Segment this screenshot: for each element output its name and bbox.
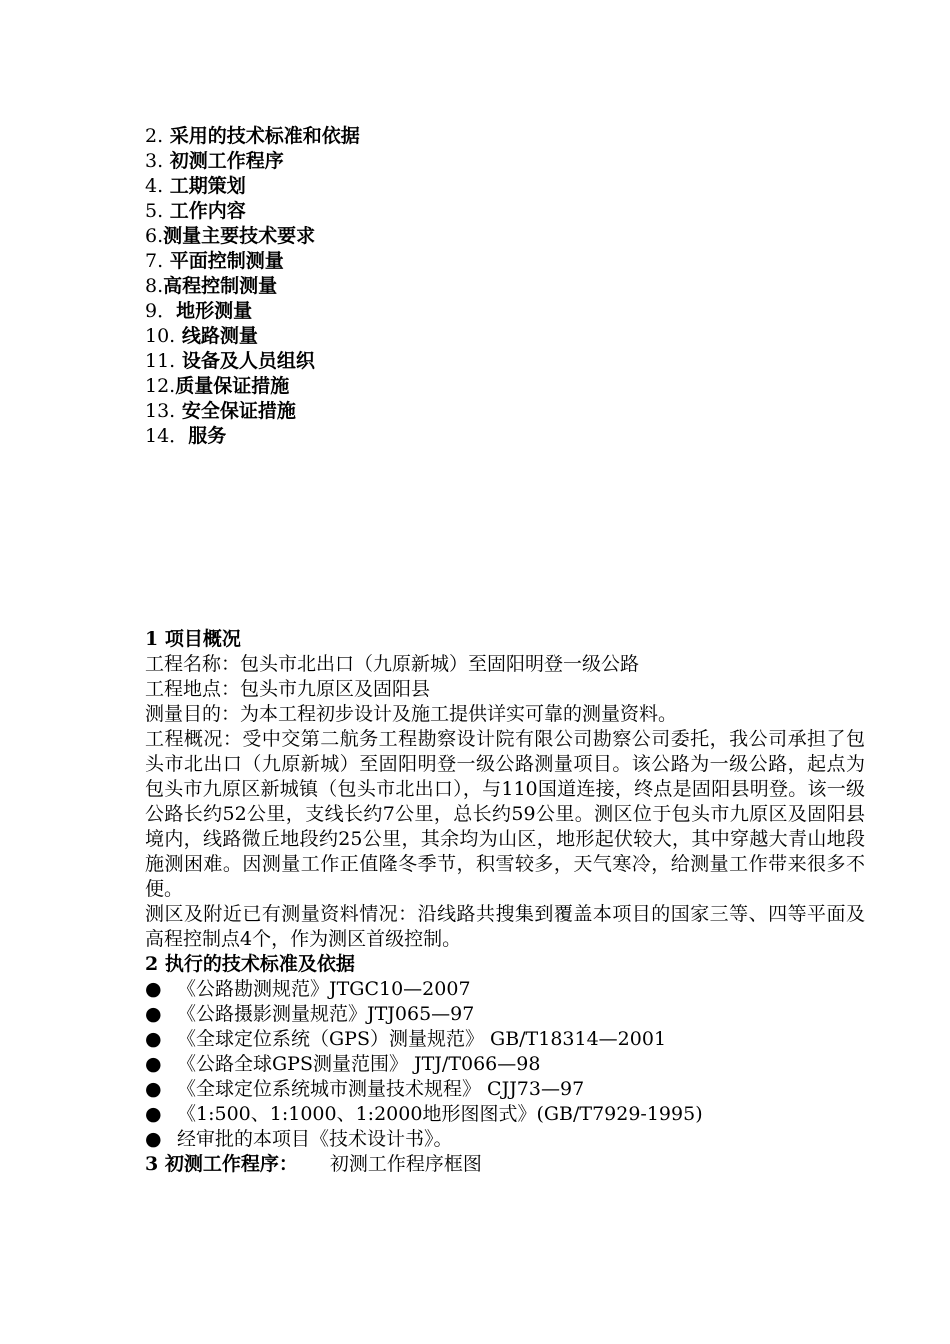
bullet-icon: ● [145,1003,162,1025]
list-item: ● 《全球定位系统城市测量技术规程》 CJJ73—97 [145,1078,585,1100]
section-procedure [145,1152,865,1177]
blank-spacer [145,449,865,627]
existing-data-paragraph: 测区及附近已有测量资料情况：沿线路共搜集到覆盖本项目的国家三等、四等平面及高程控制点4个，作为测区首级控制。 [145,903,865,950]
toc-item: 3. 初测工作程序 [145,150,284,172]
bullet-icon: ● [145,1053,162,1075]
bullet-icon: ● [145,1028,162,1050]
section-heading: 1 项目概况 [145,628,241,650]
section-project-overview [145,627,865,952]
list-item: ● 《1:500、1:1000、1:2000地形图图式》(GB/T7929-1995) [145,1103,703,1125]
toc-item: 13. 安全保证措施 [145,400,296,422]
project-name: 工程名称：包头市北出口（九原新城）至固阳明登一级公路 [145,653,640,675]
document-page [145,124,865,1177]
toc-item: 7. 平面控制测量 [145,250,284,272]
project-overview-paragraph: 工程概况：受中交第二航务工程勘察设计院有限公司勘察公司委托，我公司承担了包头市北出口（九原新城）至固阳明登一级公路测量项目。该公路为一级公路，起点为包头市九原区新城镇（包头市北出口），与110国道连接，终点是固阳县明登。该一级公路长约52公里，支线长约7公里，总长约59公里。测区位于包头市九原区及固阳县境内，线路微丘地段约25公里，其余均为山区，地形起伏较大，其中穿越大青山地段施测困难。因测量工作正值隆冬季节，积雪较多，天气寒冷，给测量工作带来很多不便。 [145,728,865,900]
list-item: ● 经审批的本项目《技术设计书》。 [145,1128,453,1150]
project-location: 工程地点：包头市九原区及固阳县 [145,678,431,700]
bullet-icon: ● [145,978,162,1000]
procedure-text: 初测工作程序框图 [329,1153,482,1175]
list-item: ● 《公路勘测规范》JTGC10—2007 [145,978,471,1000]
table-of-contents [145,124,865,449]
toc-item: 12.质量保证措施 [145,375,290,397]
list-item: ● 《全球定位系统（GPS）测量规范》 GB/T18314—2001 [145,1028,667,1050]
toc-item: 10. 线路测量 [145,325,258,347]
section-heading: 3 初测工作程序： [145,1153,298,1175]
toc-item: 11. 设备及人员组织 [145,350,315,372]
bullet-icon: ● [145,1078,162,1100]
survey-purpose: 测量目的：为本工程初步设计及施工提供详实可靠的测量资料。 [145,703,678,725]
toc-item: 6.测量主要技术要求 [145,225,316,247]
section-standards [145,952,865,1152]
bullet-icon: ● [145,1103,162,1125]
section-heading: 2 执行的技术标准及依据 [145,953,355,975]
toc-item: 14．服务 [145,425,227,447]
toc-item: 2. 采用的技术标准和依据 [145,125,360,147]
toc-item: 8.高程控制测量 [145,275,278,297]
bullet-icon: ● [145,1128,162,1150]
toc-item: 9．地形测量 [145,300,253,322]
list-item: ● 《公路摄影测量规范》JTJ065—97 [145,1003,475,1025]
list-item: ● 《公路全球GPS测量范围》 JTJ/T066—98 [145,1053,541,1075]
toc-item: 4. 工期策划 [145,175,246,197]
toc-item: 5. 工作内容 [145,200,246,222]
